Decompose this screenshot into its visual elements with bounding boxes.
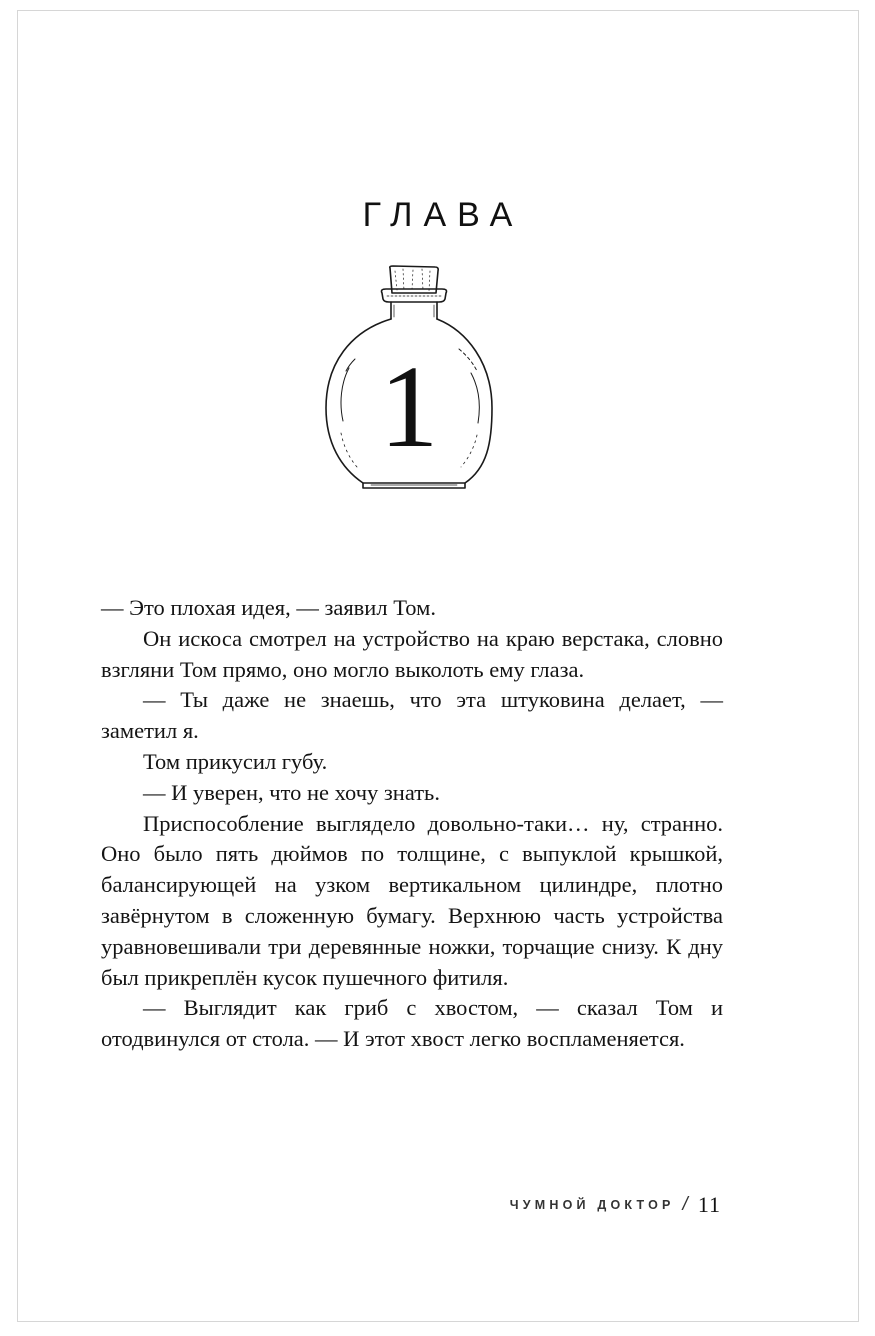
footer-separator: / xyxy=(682,1194,688,1215)
chapter-number: 1 xyxy=(379,341,439,472)
paragraph: Том прикусил губу. xyxy=(143,748,328,774)
chapter-label: ГЛАВА xyxy=(362,196,524,234)
paragraph: — Выглядит как гриб с хвостом, — сказал Том и отодвинулся от стола. — И этот хвост легко воспламеняется. xyxy=(101,995,723,1052)
paragraph: — Ты даже не знаешь, что эта штуковина делает, — заметил я. xyxy=(101,687,723,744)
footer-book-title: ЧУМНОЙ ДОКТОР xyxy=(509,1198,675,1212)
page-number: 11 xyxy=(697,1192,721,1217)
paragraph: Приспособление выглядело довольно-таки… ну, странно. Оно было пять дюймов по толщине, с выпуклой крышкой, балансирующей на узком вертикальном цилиндре, плотно завёрнутом в сложенную бумагу. Верхнюю часть устройства уравновешивали три деревянные ножки, торчащие снизу. К дну был прикреплён кусок пушечного фитиля. xyxy=(101,810,723,990)
running-footer xyxy=(510,1192,721,1218)
paragraph: — Это плохая идея, — заявил Том. xyxy=(101,595,436,620)
paragraph: Он искоса смотрел на устройство на краю верстака, словно взгляни Том прямо, оно могло выколоть ему глаза. xyxy=(101,625,723,682)
chapter-body xyxy=(101,593,723,1055)
paragraph: — И уверен, что не хочу знать. xyxy=(143,779,440,805)
